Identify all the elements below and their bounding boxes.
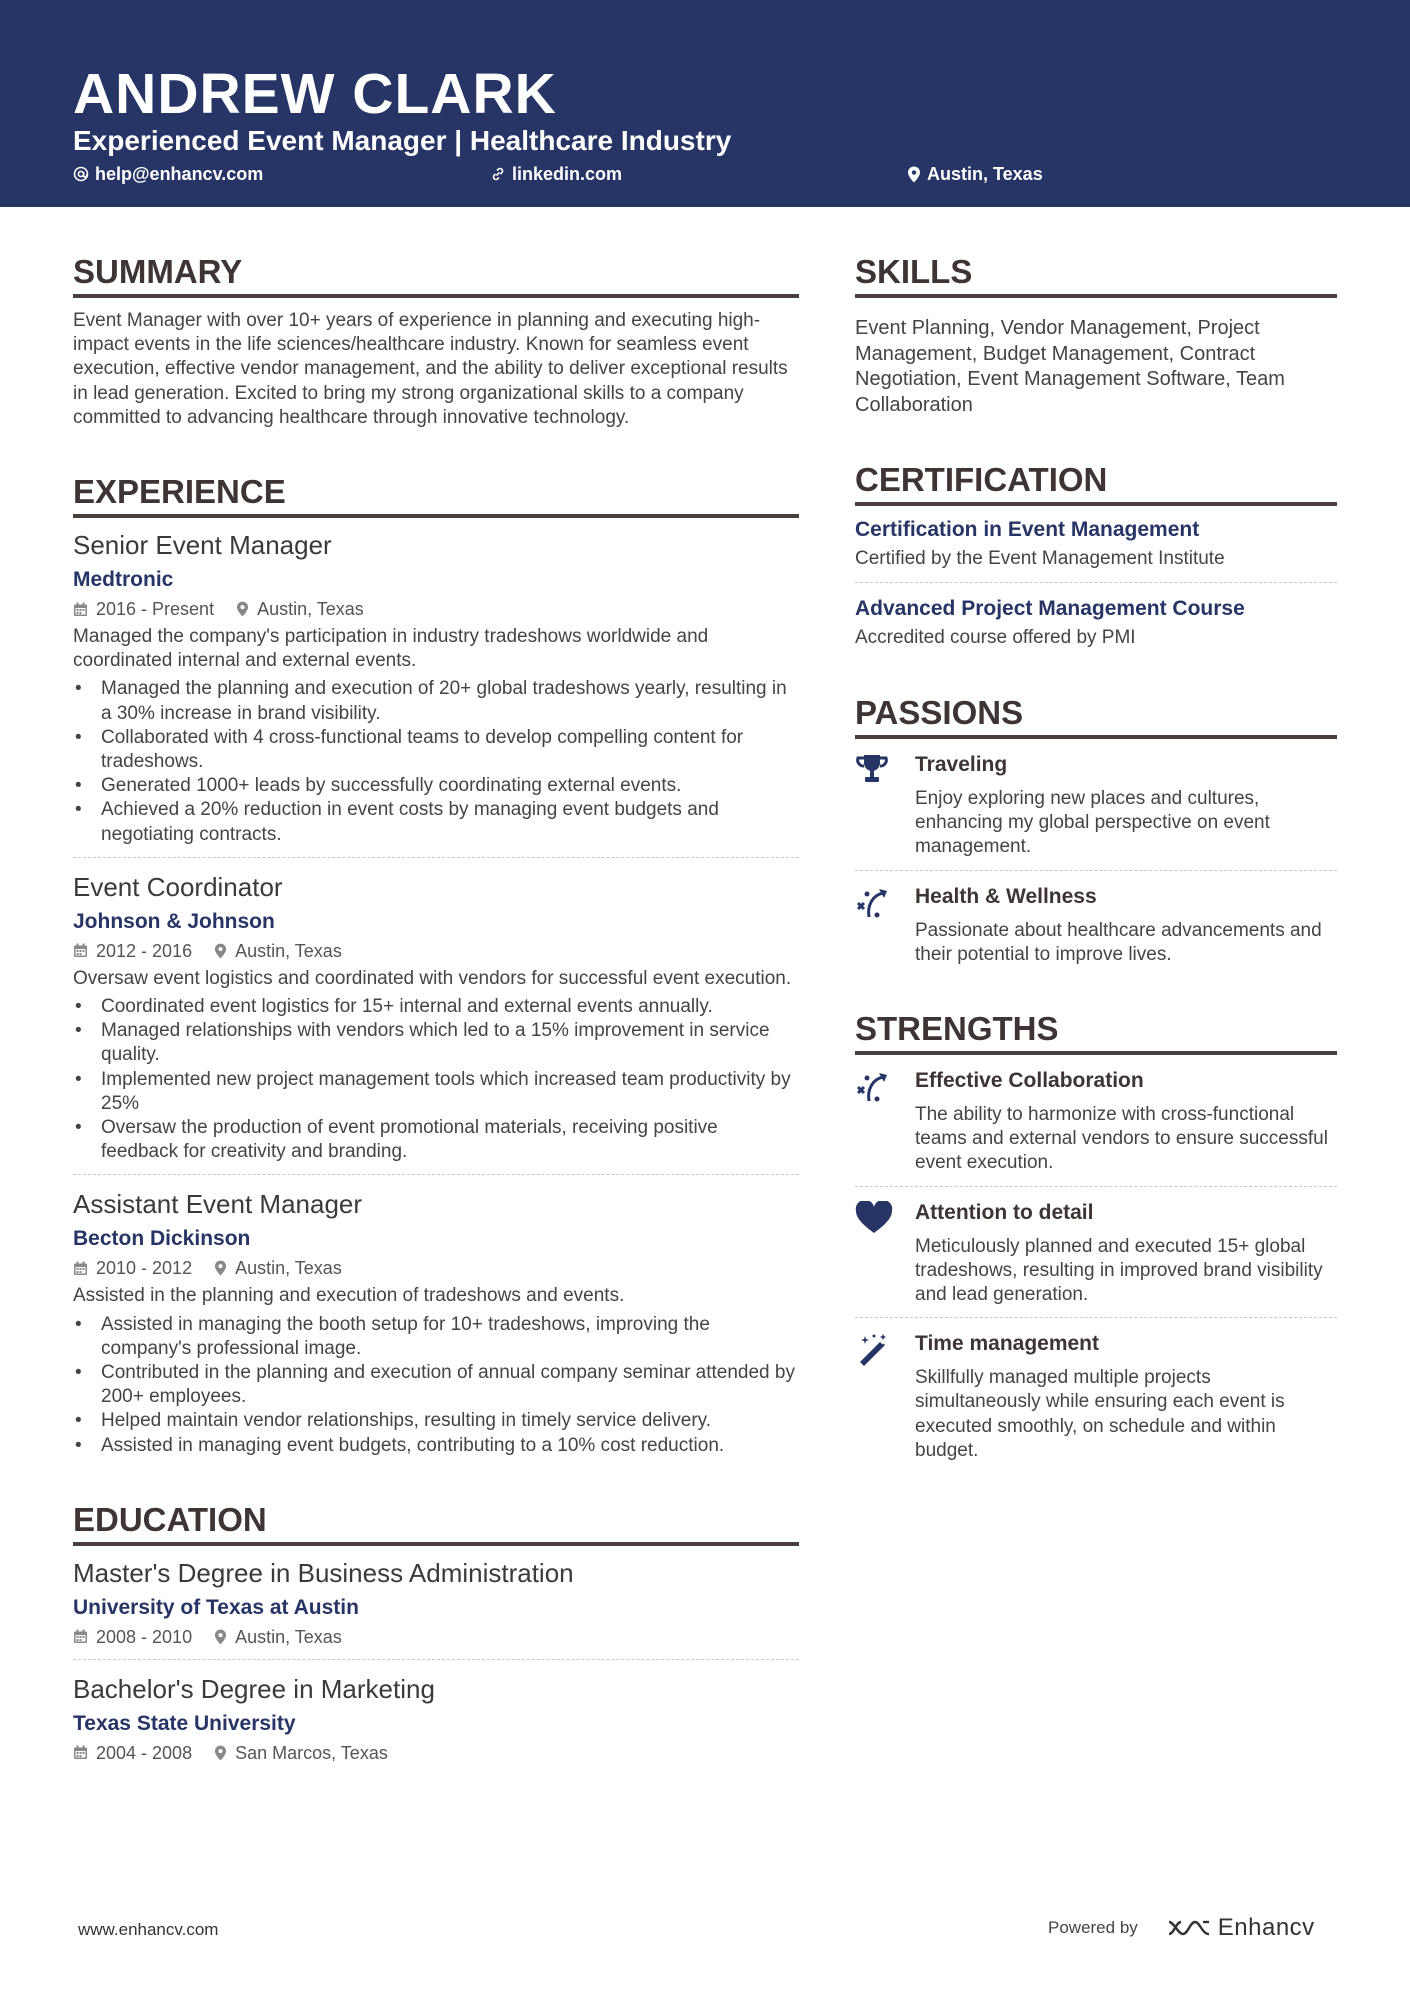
job-company: Johnson & Johnson: [73, 909, 275, 933]
degree: Master's Degree in Business Administration: [73, 1557, 574, 1588]
job-entry: [73, 870, 799, 1165]
candidate-name: ANDREW CLARK: [73, 62, 557, 126]
job-description: Assisted in the planning and execution of tradeshows and events.: [73, 1285, 625, 1307]
enhancv-logo-icon: [1166, 1916, 1212, 1940]
education-dates: 2008 - 2010: [96, 1626, 193, 1647]
divider: [855, 582, 1337, 583]
job-bullets: [73, 995, 799, 1164]
resume-header: [0, 0, 1410, 207]
left-column: [73, 250, 799, 1765]
job-bullets: [73, 1313, 799, 1458]
location-pin-icon: [214, 1260, 227, 1276]
education-section: [73, 1498, 799, 1765]
passion-desc: Enjoy exploring new places and cultures, enhancing my global perspective on event management.: [915, 788, 1270, 858]
job-role: Assistant Event Manager: [73, 1189, 363, 1220]
calendar-icon: [73, 1745, 88, 1760]
experience-title: EXPERIENCE: [73, 470, 799, 518]
certification-name: Advanced Project Management Course: [855, 597, 1245, 620]
calendar-icon: [73, 602, 88, 617]
right-column: [855, 250, 1337, 1463]
education-meta: [73, 1741, 799, 1765]
strategy-icon: [855, 1069, 891, 1105]
certification-name: Certification in Event Management: [855, 518, 1200, 541]
education-location: Austin, Texas: [235, 1626, 342, 1647]
certification-issuer: Certified by the Event Management Institute: [855, 548, 1225, 569]
list-item: • Collaborated with 4 cross-functional teams to develop compelling content for tradeshows.: [73, 726, 799, 774]
job-entry: [73, 1187, 799, 1457]
job-company: Becton Dickinson: [73, 1227, 251, 1251]
location-text: Austin, Texas: [927, 164, 1043, 184]
divider: [855, 1317, 1337, 1318]
passions-section: [855, 691, 1337, 967]
passions-title: PASSIONS: [855, 691, 1337, 739]
strategy-icon: [855, 885, 891, 921]
job-bullets: [73, 677, 799, 846]
strength-title: Time management: [915, 1332, 1100, 1356]
at-icon: [73, 166, 89, 182]
education-dates: 2004 - 2008: [96, 1742, 193, 1763]
footer-branding: [1048, 1914, 1315, 1942]
job-dates: 2010 - 2012: [96, 1258, 193, 1279]
education-title: EDUCATION: [73, 1498, 799, 1546]
list-item: • Achieved a 20% reduction in event costs by managing event budgets and negotiating contracts.: [73, 798, 799, 846]
list-item: • Coordinated event logistics for 15+ internal and external events annually.: [73, 995, 799, 1019]
divider: [73, 1174, 799, 1175]
passion-item: [855, 883, 1337, 967]
job-entry: [73, 528, 799, 847]
list-item: • Managed the planning and execution of 20+ global tradeshows yearly, resulting in a 30% increase in brand visibility.: [73, 677, 799, 725]
strength-item: [855, 1067, 1337, 1176]
skills-section: [855, 250, 1337, 418]
calendar-icon: [73, 1629, 88, 1644]
linkedin-text: linkedin.com: [512, 164, 623, 184]
job-description: Oversaw event logistics and coordinated with vendors for successful event execution.: [73, 967, 792, 989]
location-pin-icon: [214, 1629, 227, 1645]
education-location: San Marcos, Texas: [235, 1742, 388, 1763]
list-item: • Assisted in managing the booth setup for 10+ tradeshows, improving the company's professional image.: [73, 1313, 799, 1361]
education-entry: [73, 1672, 799, 1765]
job-location: Austin, Texas: [235, 940, 342, 961]
degree: Bachelor's Degree in Marketing: [73, 1673, 435, 1704]
location-pin-icon: [214, 943, 227, 959]
candidate-headline: Experienced Event Manager | Healthcare Industry: [73, 125, 732, 156]
location-pin-icon: [214, 1745, 227, 1761]
contact-location: [907, 162, 1043, 186]
divider: [73, 1659, 799, 1660]
passion-desc: Passionate about healthcare advancements and their potential to improve lives.: [915, 919, 1322, 965]
powered-by-label: Powered by: [1048, 1918, 1138, 1937]
calendar-icon: [73, 1261, 88, 1276]
job-meta: [73, 939, 799, 963]
strength-title: Effective Collaboration: [915, 1069, 1144, 1093]
job-role: Senior Event Manager: [73, 530, 332, 561]
list-item: • Managed relationships with vendors which led to a 15% improvement in service quality.: [73, 1019, 799, 1067]
divider: [855, 1186, 1337, 1187]
email-text: help@enhancv.com: [95, 164, 264, 184]
summary-section: [73, 250, 799, 430]
strength-title: Attention to detail: [915, 1200, 1094, 1224]
experience-section: [73, 470, 799, 1458]
list-item: • Contributed in the planning and execution of annual company seminar attended by 200+ employees.: [73, 1361, 799, 1409]
job-description: Managed the company's participation in industry tradeshows worldwide and coordinated internal and external events.: [73, 626, 709, 672]
strengths-section: [855, 1007, 1337, 1463]
passion-title: Health & Wellness: [915, 884, 1097, 908]
divider: [73, 857, 799, 858]
job-company: Medtronic: [73, 568, 174, 592]
education-entry: [73, 1556, 799, 1649]
certification-entry: [855, 516, 1337, 572]
footer-website[interactable]: www.enhancv.com: [78, 1920, 219, 1939]
list-item: • Helped maintain vendor relationships, resulting in timely service delivery.: [73, 1409, 799, 1433]
list-item: • Implemented new project management tools which increased team productivity by 25%: [73, 1068, 799, 1116]
location-pin-icon: [236, 601, 249, 617]
contact-linkedin[interactable]: [490, 162, 622, 186]
list-item: • Generated 1000+ leads by successfully coordinating external events.: [73, 774, 799, 798]
trophy-icon: [855, 753, 889, 785]
job-dates: 2012 - 2016: [96, 940, 193, 961]
job-location: Austin, Texas: [235, 1258, 342, 1279]
certification-title: CERTIFICATION: [855, 458, 1337, 506]
brand-name: Enhancv: [1217, 1914, 1315, 1941]
contact-email[interactable]: [73, 162, 263, 186]
strength-desc: The ability to harmonize with cross-functional teams and external vendors to ensure successful event execution.: [915, 1104, 1328, 1174]
strengths-title: STRENGTHS: [855, 1007, 1337, 1055]
job-role: Event Coordinator: [73, 871, 283, 902]
education-meta: [73, 1625, 799, 1649]
certification-section: [855, 458, 1337, 651]
heart-icon: [855, 1201, 893, 1235]
job-location: Austin, Texas: [257, 599, 364, 620]
strength-item: [855, 1199, 1337, 1308]
summary-text: Event Manager with over 10+ years of experience in planning and executing high-impact events in the life sciences/healthcare industry. Known for seamless event execution, effective vendor management, and the ability to deliver exceptional results in lead generation. Excited to bring my strong organizational skills to a company committed to advancing healthcare through innovative technology.: [73, 310, 788, 428]
strength-item: [855, 1330, 1337, 1463]
summary-title: SUMMARY: [73, 250, 799, 298]
calendar-icon: [73, 943, 88, 958]
strength-desc: Skillfully managed multiple projects simultaneously while ensuring each event is executed smoothly, on schedule and within budget.: [915, 1367, 1285, 1461]
passion-title: Traveling: [915, 753, 1008, 776]
certification-issuer: Accredited course offered by PMI: [855, 627, 1136, 648]
link-icon: [490, 166, 506, 182]
divider: [855, 870, 1337, 871]
list-item: • Oversaw the production of event promotional materials, receiving positive feedback for creativity and branding.: [73, 1116, 799, 1164]
job-meta: [73, 597, 799, 621]
skills-text: Event Planning, Vendor Management, Project Management, Budget Management, Contract Negotiation, Event Management Software, Team Collaboration: [855, 317, 1285, 416]
magic-wand-icon: [855, 1332, 891, 1368]
passion-item: [855, 751, 1337, 860]
location-pin-icon: [907, 166, 921, 183]
school: University of Texas at Austin: [73, 1595, 359, 1619]
job-meta: [73, 1256, 799, 1280]
list-item: • Assisted in managing event budgets, contributing to a 10% cost reduction.: [73, 1434, 799, 1458]
school: Texas State University: [73, 1711, 296, 1735]
strength-desc: Meticulously planned and executed 15+ global tradeshows, resulting in improved brand visibility and lead generation.: [915, 1235, 1323, 1306]
certification-entry: [855, 595, 1337, 651]
skills-title: SKILLS: [855, 250, 1337, 298]
job-dates: 2016 - Present: [96, 599, 215, 620]
